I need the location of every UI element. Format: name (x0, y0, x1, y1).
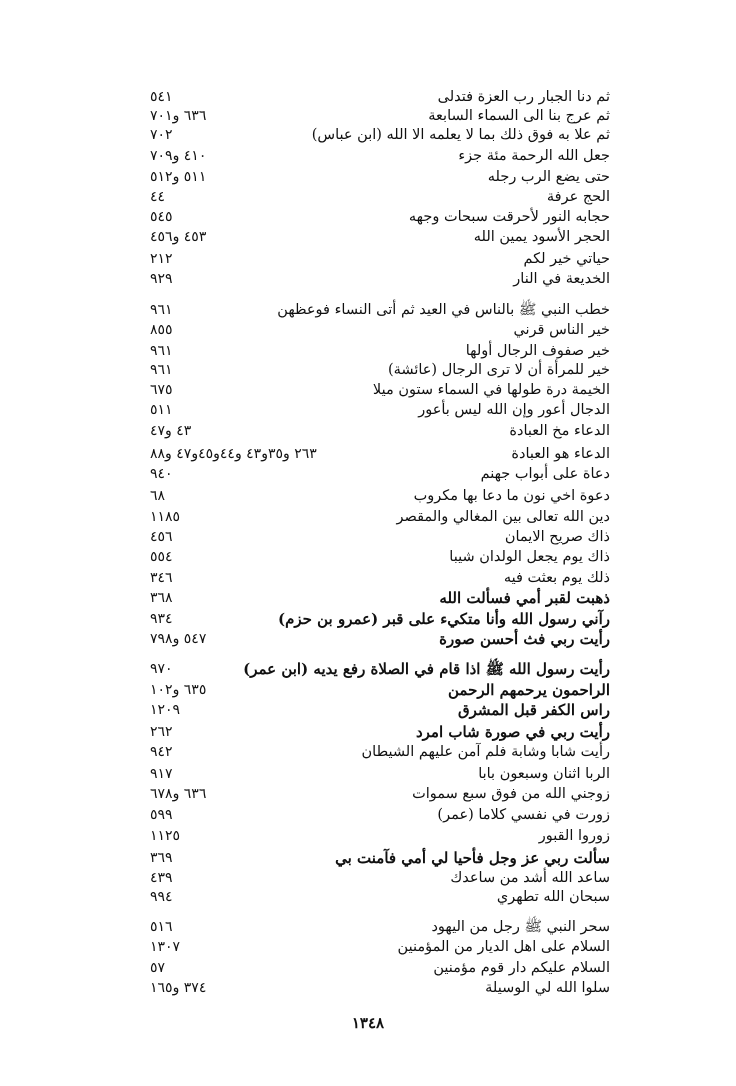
entry-page-refs: ٩٤٠ (150, 466, 173, 482)
index-entry (150, 145, 610, 167)
entry-page-refs: ٤٣ و٤٧ (150, 423, 192, 439)
index-entry (150, 679, 610, 701)
index-entry (150, 248, 610, 270)
entry-text: رأيت ربي في صورة شاب امرد (415, 723, 610, 741)
index-entry (150, 763, 610, 785)
index-entry (150, 485, 610, 507)
entry-text: الحج عرفة (546, 189, 610, 205)
entry-text: جعل الله الرحمة مئة جزء (458, 148, 610, 164)
entry-page-refs: ١٣٠٧ (150, 939, 181, 955)
entry-text: رآني رسول الله وأنا متكيء على قبر (عمرو بن حزم) (277, 610, 610, 628)
entry-page-refs: ٥٤٥ (150, 209, 173, 225)
entry-text: الراحمون يرحمهم الرحمن (447, 681, 610, 699)
entry-page-refs: ٩٦١ (150, 362, 173, 378)
entry-page-refs: ٥٤١ (150, 89, 173, 105)
index-entry (150, 166, 610, 188)
entry-text: دين الله تعالى بين المغالي والمقصر (396, 509, 610, 525)
entry-page-refs: ٦٨ (150, 488, 166, 504)
entry-page-refs: ٥١٦ (150, 919, 173, 935)
index-entry (150, 957, 610, 979)
entry-page-refs: ٥٩٩ (150, 807, 173, 823)
entry-text: زورت في نفسي كلاما (عمر) (437, 807, 610, 823)
index-entry (150, 628, 610, 650)
entry-text: سحر النبي ﷺ رجل من اليهود (431, 919, 610, 935)
entry-page-refs: ٥٥٤ (150, 549, 173, 565)
entry-text: خير الناس قرني (513, 322, 610, 338)
index-entry (150, 977, 610, 999)
entry-page-refs: ٧٠٢ (150, 127, 173, 143)
entry-page-refs: ١٢٠٩ (150, 702, 181, 718)
entry-text: زوجني الله من فوق سبع سموات (412, 786, 610, 802)
entry-page-refs: ٤٥٦ (150, 529, 173, 545)
entry-page-refs: ٩٩٤ (150, 889, 173, 905)
entry-text: ذهبت لقبر أمي فسألت الله (439, 589, 610, 607)
index-entry (150, 587, 610, 609)
index-entry (150, 399, 610, 421)
entry-text: ثم علا به فوق ذلك بما لا يعلمه الا الله (ابن عباس) (311, 127, 610, 143)
entry-text: راس الكفر قبل المشرق (457, 701, 610, 719)
entry-text: رأيت ربي فث أحسن صورة (439, 630, 610, 648)
index-entry (150, 825, 610, 847)
index-entry (150, 420, 610, 442)
entry-text: ذاك يوم يجعل الولدان شيبا (449, 549, 610, 565)
index-entry (150, 319, 610, 341)
entry-text: الدجال أعور وإن الله ليس بأعور (418, 402, 610, 418)
index-entry (150, 443, 610, 465)
entry-text: ساعد الله أشد من ساعدك (450, 870, 610, 886)
entry-page-refs: ٣٧٤ و١٦٥ (150, 980, 207, 996)
entry-page-refs: ١١٢٥ (150, 828, 181, 844)
index-entry (150, 699, 610, 721)
index-entry (150, 886, 610, 908)
index-entry (150, 936, 610, 958)
entry-page-refs: ٣٦٩ (150, 850, 173, 866)
entry-page-refs: ٦٣٦ و٦٧٨ (150, 786, 207, 802)
entry-page-refs: ٥١١ و٥١٢ (150, 169, 207, 185)
page-number: ١٣٤٨ (351, 1014, 385, 1032)
entry-text: الخديعة في النار (513, 271, 610, 287)
entry-text: ذاك صريح الايمان (504, 529, 610, 545)
index-entry (150, 226, 610, 248)
index-entry (150, 379, 610, 401)
index-entry (150, 783, 610, 805)
entry-text: ثم دنا الجبار رب العزة فتدلى (437, 89, 610, 105)
index-entry (150, 526, 610, 548)
index-entry (150, 916, 610, 938)
entry-page-refs: ٩٧٠ (150, 661, 173, 677)
index-entry (150, 721, 610, 743)
entry-page-refs: ٩٤٢ (150, 744, 173, 760)
index-entry (150, 658, 610, 680)
entry-page-refs: ٢٦٣ و٣٥و٤٣ و٤٤و٤٥و٤٧ و٨٨ (150, 446, 317, 462)
index-entry (150, 567, 610, 589)
entry-text: الربا اثنان وسبعون بابا (478, 766, 610, 782)
entry-text: رأيت رسول الله ﷺ اذا قام في الصلاة رفع يديه (ابن عمر) (243, 660, 610, 678)
index-entry (150, 847, 610, 869)
entry-text: سبحان الله تطهري (496, 889, 610, 905)
entry-text: حتى يضع الرب رجله (487, 169, 610, 185)
entry-page-refs: ٦٣٦ و٧٠١ (150, 108, 207, 124)
entry-page-refs: ٦٧٥ (150, 382, 173, 398)
entry-text: خطب النبي ﷺ بالناس في العيد ثم أتى النساء فوعظهن (277, 302, 610, 318)
entry-text: خير للمرأة أن لا ترى الرجال (عائشة) (387, 362, 610, 378)
index-entry (150, 608, 610, 630)
entry-page-refs: ٥١١ (150, 402, 173, 418)
entry-page-refs: ٩٦١ (150, 343, 173, 359)
index-entry (150, 506, 610, 528)
entry-text: خير صفوف الرجال أولها (465, 343, 610, 359)
entry-page-refs: ٥٤٧ و٧٩٨ (150, 631, 207, 647)
entry-text: سلوا الله لي الوسيلة (485, 980, 610, 996)
entry-text: حياتي خير لكم (523, 251, 610, 267)
entry-text: الحجر الأسود يمين الله (473, 229, 610, 245)
entry-text: سألت ربي عز وجل فأحيا لي أمي فآمنت بي (335, 849, 610, 867)
index-entry (150, 463, 610, 485)
index-entry (150, 206, 610, 228)
entry-text: دعوة اخي نون ما دعا بها مكروب (413, 488, 610, 504)
entry-page-refs: ٥٧ (150, 960, 166, 976)
entry-text: الدعاء هو العبادة (511, 446, 610, 462)
entry-text: ذلك يوم بعثت فيه (503, 570, 610, 586)
index-entry (150, 268, 610, 290)
entry-page-refs: ٨٥٥ (150, 322, 173, 338)
entry-text: ثم عرج بنا الى السماء السابعة (428, 108, 610, 124)
entry-page-refs: ٦٣٥ و١٠٢ (150, 682, 207, 698)
entry-page-refs: ٤١٠ و٧٠٩ (150, 148, 207, 164)
entry-page-refs: ٣٤٦ (150, 570, 173, 586)
entry-page-refs: ٤٥٣ و٤٥٦ (150, 229, 207, 245)
index-entry (150, 741, 610, 763)
entry-text: الدعاء مخ العبادة (509, 423, 610, 439)
entry-page-refs: ٩٢٩ (150, 271, 173, 287)
entry-page-refs: ٢١٢ (150, 251, 173, 267)
entry-page-refs: ٤٤ (150, 189, 166, 205)
entry-text: زوروا القبور (538, 828, 610, 844)
index-entry (150, 186, 610, 208)
entry-text: السلام على اهل الديار من المؤمنين (397, 939, 610, 955)
index-entry (150, 299, 610, 321)
entry-page-refs: ٩٣٤ (150, 611, 173, 627)
index-entry (150, 804, 610, 826)
entry-page-refs: ٤٣٩ (150, 870, 173, 886)
index-entry (150, 359, 610, 381)
entry-page-refs: ٩٦١ (150, 302, 173, 318)
entry-page-refs: ٣٦٨ (150, 590, 173, 606)
entry-text: دعاة على أبواب جهنم (480, 466, 610, 482)
entry-text: الخيمة درة طولها في السماء ستون ميلا (372, 382, 610, 398)
entry-text: حجابه النور لأحرقت سبحات وجهه (408, 209, 610, 225)
entry-text: السلام عليكم دار قوم مؤمنين (433, 960, 610, 976)
index-entry (150, 124, 610, 146)
entry-page-refs: ١١٨٥ (150, 509, 181, 525)
entry-text: رأيت شابا وشابة فلم آمن عليهم الشيطان (361, 744, 610, 760)
entry-page-refs: ٢٦٢ (150, 724, 173, 740)
index-entry (150, 546, 610, 568)
entry-page-refs: ٩١٧ (150, 766, 173, 782)
